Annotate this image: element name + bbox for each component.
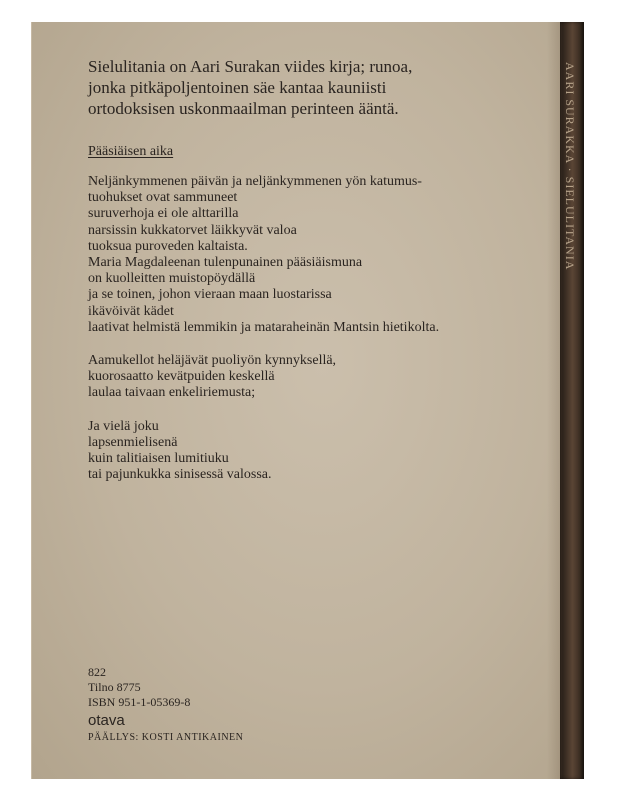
cover-text [88, 56, 538, 483]
stanza-3 [88, 419, 538, 484]
spine-text: AARI SURAKKA · SIELULITANIA [563, 62, 577, 271]
poem-line: narsissin kukkatorvet läikkyvät valoa [88, 222, 297, 238]
poem-line: laativat helmistä lemmikin ja mataraheinän Mantsin hietikolta. [88, 319, 440, 335]
stanza-1 [88, 174, 538, 336]
poem-line: kuin talitiaisen lumitiuku [88, 451, 229, 467]
intro-line: jonka pitkäpoljentoinen säe kantaa kauniisti [88, 78, 387, 97]
poem-line: Aamukellot heläjävät puoliyön kynnyksellä, [88, 353, 337, 369]
isbn: ISBN 951-1-05369-8 [88, 695, 191, 709]
poem-line: ja se toinen, johon vieraan maan luostarissa [88, 287, 332, 303]
poem-title: Pääsiäisen aika [88, 144, 174, 159]
poem-line: Ja vielä joku [88, 418, 159, 434]
poem-line: on kuolleitten muistopöydällä [88, 271, 256, 287]
poem-line: Neljänkymmenen päivän ja neljänkymmenen yön katumus- [88, 174, 422, 189]
classification-code: 822 [88, 665, 106, 679]
poem-line: lapsenmielisenä [88, 434, 178, 450]
publication-info [88, 665, 243, 745]
back-cover [31, 22, 560, 779]
poem-line: Maria Magdaleenan tulenpunainen pääsiäismuna [88, 255, 363, 271]
poem-line: tuohukset ovat sammuneet [88, 190, 238, 206]
poem-line: suruverhoja ei ole alttarilla [88, 206, 239, 222]
publisher-logo: otava [88, 712, 125, 729]
intro-line: Sielulitania on Aari Surakan viides kirja; runoa, [88, 57, 413, 76]
poem-line: ikävöivät kädet [88, 303, 174, 319]
tilno: Tilno 8775 [88, 680, 141, 694]
book [31, 22, 584, 779]
poem-line: tuoksua puroveden kaltaista. [88, 238, 248, 254]
intro-paragraph [88, 56, 538, 119]
poem-line: laulaa taivaan enkeliriemusta; [88, 385, 256, 401]
poem-line: tai pajunkukka sinisessä valossa. [88, 467, 272, 483]
intro-line: ortodoksisen uskonmaailman perinteen ääntä. [88, 99, 399, 118]
stanza-2 [88, 353, 538, 402]
poem-line: kuorosaatto kevätpuiden keskellä [88, 369, 275, 385]
cover-credit: PÄÄLLYS: KOSTI ANTIKAINEN [88, 732, 244, 743]
